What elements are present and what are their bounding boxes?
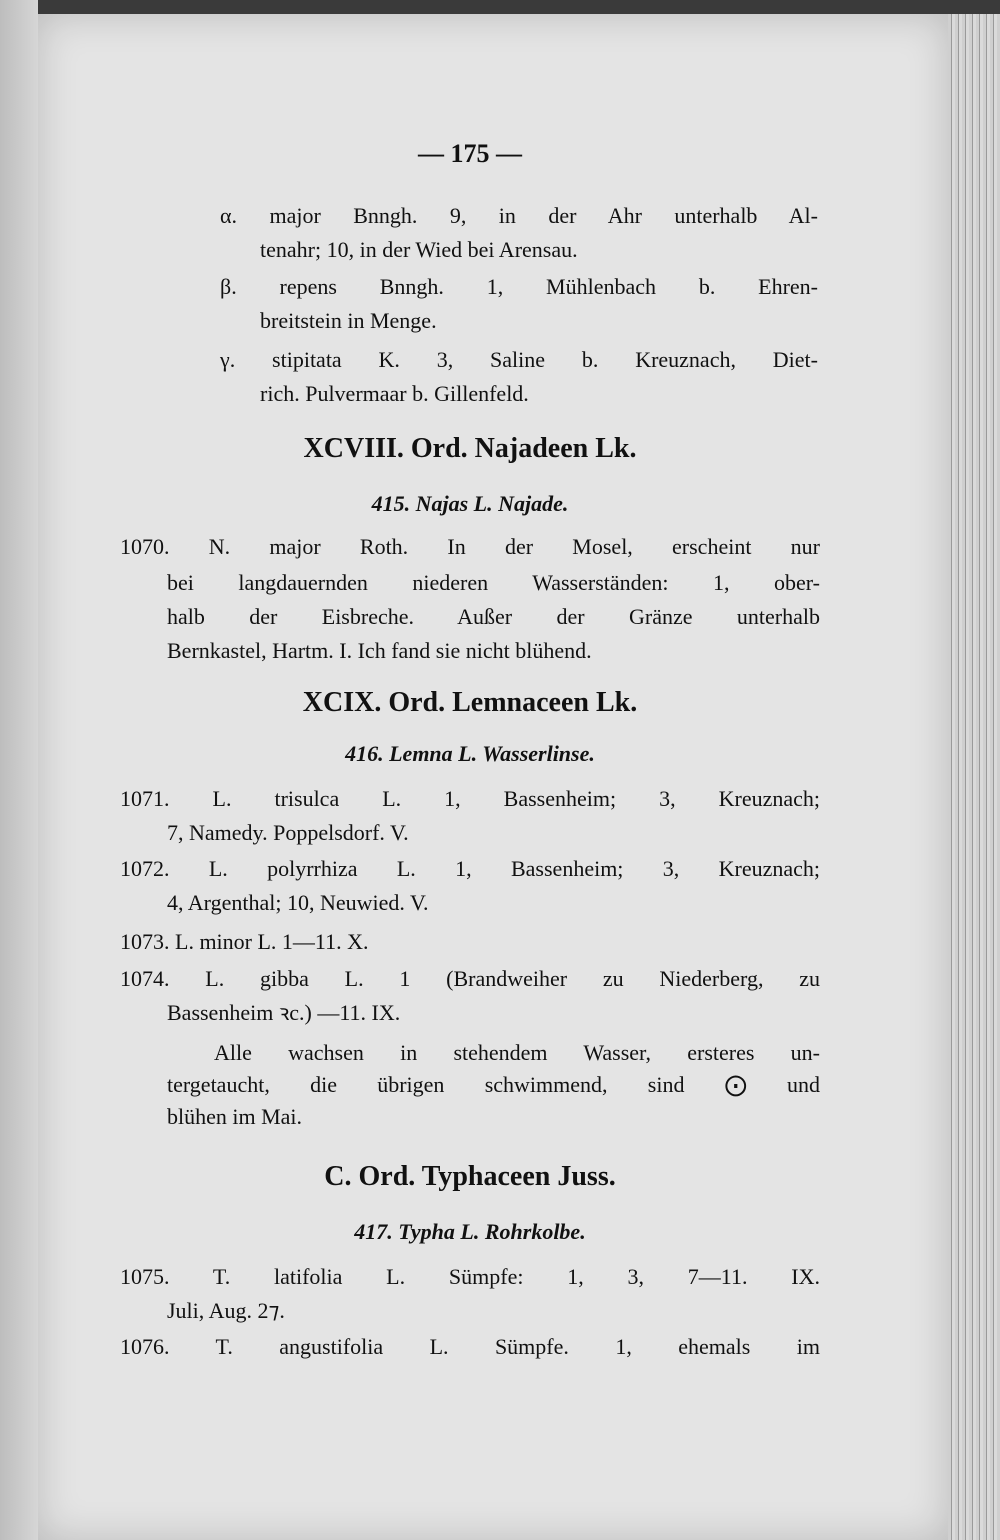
entry-beta-line-2: breitstein in Menge. (260, 308, 437, 333)
scan-edge-left (0, 0, 38, 1540)
species-line: 1074. L. gibba L. 1 (Brandweiher zu Niederberg, zu (120, 966, 820, 991)
species-line: 1076. T. angustifolia L. Sümpfe. 1, ehemals im (120, 1334, 820, 1359)
order-heading-najadeen: XCVIII. Ord. Najadeen Lk. (303, 433, 637, 464)
entry-gamma-line-1: γ. stipitata K. 3, Saline b. Kreuznach, Diet- (220, 347, 818, 372)
species-line: 1071. L. trisulca L. 1, Bassenheim; 3, Kreuznach; (120, 786, 820, 811)
entry-alpha-line-2: tenahr; 10, in der Wied bei Arensau. (260, 237, 578, 262)
genus-heading-typha: 417. Typha L. Rohrkolbe. (354, 1219, 586, 1244)
species-line: Bernkastel, Hartm. I. Ich fand sie nicht blühend. (167, 638, 592, 663)
scan-edge-top (38, 0, 1000, 14)
species-line: bei langdauernden niederen Wasserständen: 1, ober- (167, 570, 820, 595)
page-number: — 175 — (418, 139, 522, 168)
genus-heading-lemna: 416. Lemna L. Wasserlinse. (345, 741, 595, 766)
species-line: halb der Eisbreche. Außer der Gränze unterhalb (167, 604, 820, 629)
page-stack-edge (948, 14, 1000, 1540)
species-line: 1075. T. latifolia L. Sümpfe: 1, 3, 7—11. IX. (120, 1264, 820, 1289)
species-line: Bassenheim ꝛc.) —11. IX. (167, 1000, 401, 1025)
genus-heading-najas: 415. Najas L. Najade. (371, 491, 569, 516)
entry-beta-line-1: β. repens Bnngh. 1, Mühlenbach b. Ehren- (220, 274, 818, 299)
note-line: blühen im Mai. (167, 1104, 303, 1129)
note-line: tergetaucht, die übrigen schwimmend, sind ⨀ und (167, 1072, 820, 1097)
note-line: Alle wachsen in stehendem Wasser, ersteres un- (214, 1040, 820, 1065)
order-heading-lemnaceen: XCIX. Ord. Lemnaceen Lk. (302, 687, 638, 718)
entry-alpha-line-1: α. major Bnngh. 9, in der Ahr unterhalb Al- (220, 203, 818, 228)
species-line: 4, Argenthal; 10, Neuwied. V. (167, 890, 429, 915)
species-line: Juli, Aug. 2⁊. (167, 1298, 285, 1323)
species-line: 1073. L. minor L. 1—11. X. (120, 929, 369, 954)
entry-gamma-line-2: rich. Pulvermaar b. Gillenfeld. (260, 381, 529, 406)
species-line: 1070. N. major Roth. In der Mosel, erscheint nur (120, 534, 820, 559)
order-heading-typhaceen: C. Ord. Typhaceen Juss. (324, 1161, 616, 1192)
species-line: 1072. L. polyrrhiza L. 1, Bassenheim; 3, Kreuznach; (120, 856, 820, 881)
species-line: 7, Namedy. Poppelsdorf. V. (167, 820, 409, 845)
